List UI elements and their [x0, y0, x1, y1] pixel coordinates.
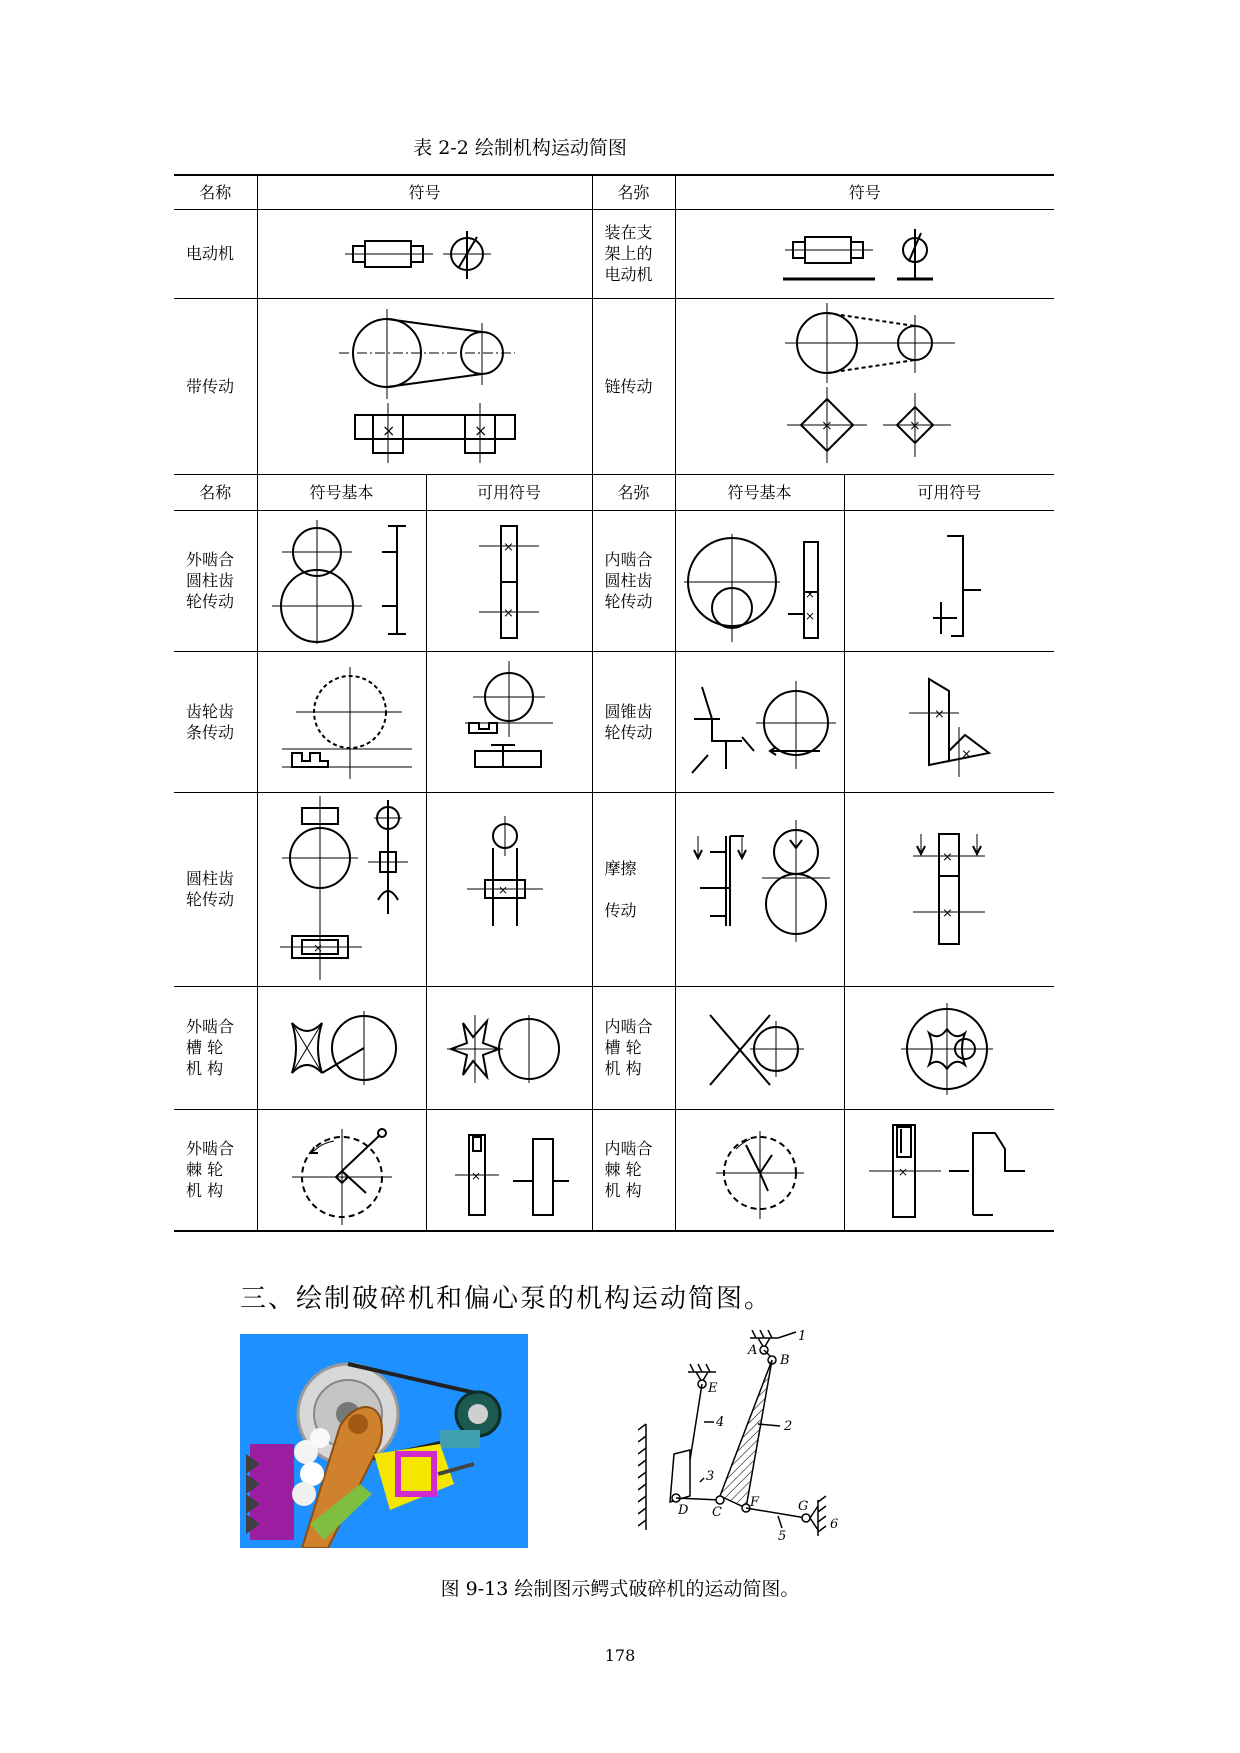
label-D: D — [678, 1503, 689, 1518]
svg-text:×: × — [381, 421, 395, 440]
label-G: G — [798, 1499, 809, 1514]
label-C: C — [712, 1505, 722, 1520]
label-1: 1 — [798, 1330, 807, 1344]
svg-text:×: × — [503, 605, 514, 621]
friction-basic-symbol — [675, 792, 844, 986]
row-name-rack: 齿轮齿 条传动 — [174, 651, 257, 792]
header-name: 名弥 — [592, 474, 675, 510]
svg-text:×: × — [942, 906, 954, 921]
row-name-spur: 圆柱齿 轮传动 — [174, 792, 257, 986]
external-geneva-basic-symbol — [257, 986, 426, 1109]
svg-text:×: × — [942, 850, 954, 865]
svg-text:×: × — [498, 883, 509, 897]
svg-text:×: × — [471, 1168, 482, 1183]
bevel-alt-symbol — [844, 651, 1054, 792]
svg-text:×: × — [961, 746, 973, 762]
row-name-external-geneva: 外啮合 槽 轮 机 构 — [174, 986, 257, 1109]
svg-text:×: × — [473, 421, 487, 440]
svg-text:×: × — [312, 941, 323, 955]
header-alt-symbol: 可用符号 — [844, 474, 1054, 510]
label-B: B — [780, 1353, 790, 1368]
external-geneva-alt-symbol — [426, 986, 592, 1109]
header-name: 名称 — [174, 175, 257, 209]
label-E: E — [708, 1381, 718, 1396]
row-name-internal-geneva: 内啮合 槽 轮 机 构 — [592, 986, 675, 1109]
rack-alt-symbol — [426, 651, 592, 792]
svg-text:×: × — [804, 586, 815, 601]
row-name-belt: 带传动 — [174, 298, 257, 474]
rack-basic-symbol — [257, 651, 426, 792]
header-alt-symbol: 可用符号 — [426, 474, 592, 510]
bevel-basic-symbol — [675, 651, 844, 792]
row-name-internal-ratchet: 内啮合 棘 轮 机 构 — [592, 1109, 675, 1231]
friction-alt-symbol — [844, 792, 1054, 986]
external-ratchet-alt-symbol — [426, 1109, 592, 1231]
header-basic-symbol: 符号基本 — [675, 474, 844, 510]
row-name-internal-spur: 内啮合 圆柱齿 轮传动 — [592, 510, 675, 651]
svg-text:×: × — [804, 608, 815, 623]
spur-alt-symbol — [426, 792, 592, 986]
row-name-friction: 摩擦 传动 — [592, 792, 675, 986]
chain-drive-symbol — [675, 298, 1054, 474]
label-5: 5 — [778, 1529, 787, 1544]
svg-text:×: × — [934, 706, 946, 722]
header-basic-symbol: 符号基本 — [257, 474, 426, 510]
internal-geneva-alt-symbol — [844, 986, 1054, 1109]
internal-ratchet-alt-symbol — [844, 1109, 1054, 1231]
header-name: 名称 — [174, 474, 257, 510]
svg-text:×: × — [503, 539, 514, 555]
mechanism-symbol-table — [174, 174, 1054, 1232]
row-name-external-spur: 外啮合 圆柱齿 轮传动 — [174, 510, 257, 651]
header-symbol: 符号 — [257, 175, 592, 209]
row-name-chain: 链传动 — [592, 298, 675, 474]
label-4: 4 — [716, 1415, 725, 1430]
row-name-motor-on-bracket: 装在支 架上的 电动机 — [592, 209, 675, 298]
label-A: A — [748, 1343, 758, 1358]
header-symbol: 符号 — [675, 175, 1054, 209]
label-2: 2 — [784, 1419, 793, 1434]
belt-drive-symbol — [257, 298, 592, 474]
svg-text:×: × — [898, 1164, 909, 1179]
page-number: 178 — [604, 1646, 636, 1665]
svg-text:×: × — [908, 418, 921, 434]
internal-geneva-basic-symbol — [675, 986, 844, 1109]
jaw-crusher-3d-model-image — [240, 1334, 528, 1548]
row-name-external-ratchet: 外啮合 棘 轮 机 构 — [174, 1109, 257, 1231]
internal-spur-basic-symbol — [675, 510, 844, 651]
external-spur-basic-symbol — [257, 510, 426, 651]
label-6: 6 — [830, 1517, 839, 1532]
table-caption: 表 2-2 绘制机构运动简图 — [413, 137, 627, 159]
spur-basic-symbol — [257, 792, 426, 986]
internal-ratchet-basic-symbol — [675, 1109, 844, 1231]
internal-spur-alt-symbol — [844, 510, 1054, 651]
label-F: F — [750, 1495, 760, 1510]
motor-symbol — [257, 209, 592, 298]
header-name: 名弥 — [592, 175, 675, 209]
figure-caption: 图 9-13 绘制图示鳄式破碎机的运动简图。 — [440, 1578, 800, 1600]
external-ratchet-basic-symbol — [257, 1109, 426, 1231]
row-name-bevel: 圆锥齿 轮传动 — [592, 651, 675, 792]
svg-text:×: × — [820, 418, 833, 434]
jaw-crusher-kinematic-diagram — [638, 1330, 868, 1552]
label-3: 3 — [706, 1469, 715, 1484]
row-name-motor: 电动机 — [174, 209, 257, 298]
bracket-motor-symbol — [675, 209, 1054, 298]
external-spur-alt-symbol — [426, 510, 592, 651]
section-heading: 三、绘制破碎机和偏心泵的机构运动简图。 — [240, 1284, 773, 1314]
